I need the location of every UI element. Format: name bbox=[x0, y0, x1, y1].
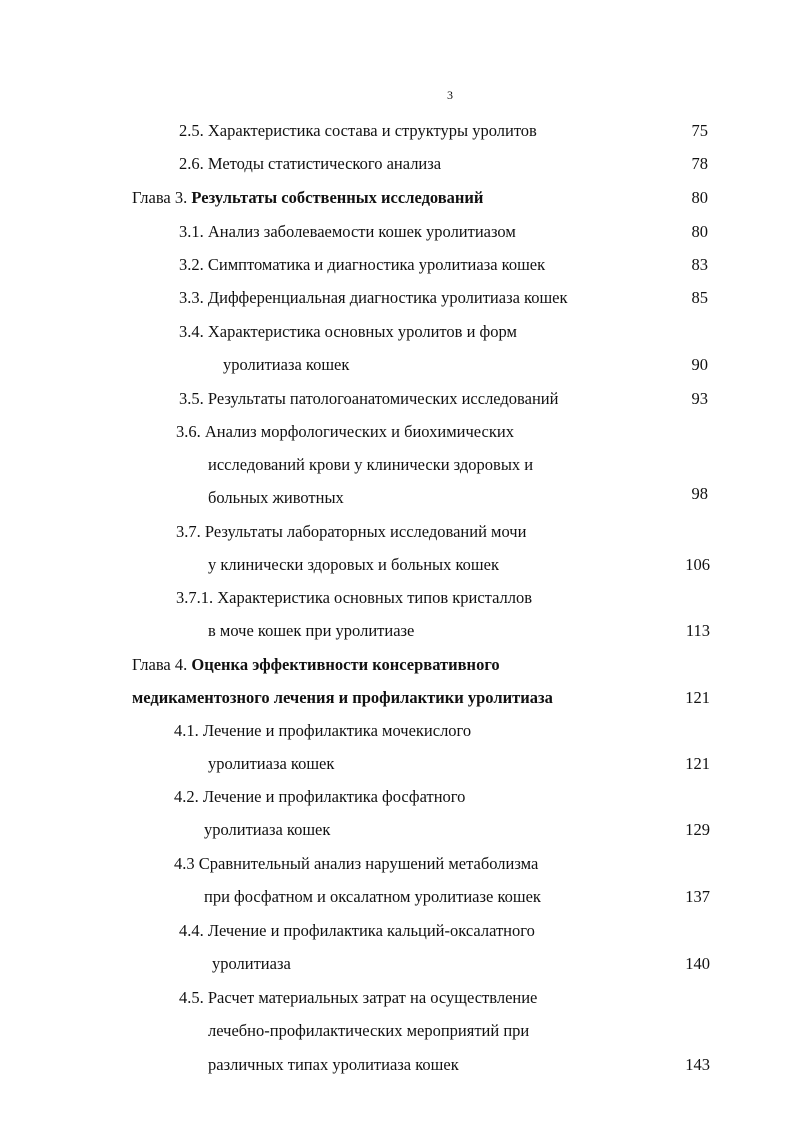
toc-page-chapter-3: 80 bbox=[691, 188, 708, 207]
toc-page-3-3: 85 bbox=[691, 288, 708, 307]
toc-page-3-7-1: 113 bbox=[685, 621, 710, 640]
toc-page-2-5: 75 bbox=[691, 121, 708, 140]
toc-entry-4-5-line-1: 4.5. Расчет материальных затрат на осуществление bbox=[179, 988, 538, 1007]
toc-page-4-4: 140 bbox=[685, 954, 710, 973]
toc-page-3-7: 106 bbox=[685, 555, 710, 574]
chapter-4-title-line-2: медикаментозного лечения и профилактики уролитиаза bbox=[132, 688, 553, 707]
toc-entry-4-3-line-1: 4.3 Сравнительный анализ нарушений метаболизма bbox=[174, 854, 539, 873]
toc-page-2-6: 78 bbox=[691, 154, 708, 173]
toc-entry-4-2-line-2: уролитиаза кошек bbox=[204, 820, 331, 839]
toc-entry-3-4-line-2: уролитиаза кошек bbox=[223, 355, 350, 374]
chapter-3-prefix: Глава 3. bbox=[132, 188, 192, 207]
toc-entry-3-7-1-line-2: в моче кошек при уролитиазе bbox=[208, 621, 415, 640]
toc-entry-4-3-line-2: при фосфатном и оксалатном уролитиазе кошек bbox=[204, 887, 541, 906]
toc-entry-3-6-line-1: 3.6. Анализ морфологических и биохимических bbox=[176, 422, 514, 441]
toc-entry-4-4-line-2: уролитиаза bbox=[212, 954, 291, 973]
toc-entry-3-6-line-3: больных животных bbox=[208, 488, 344, 507]
toc-entry-4-1-line-2: уролитиаза кошек bbox=[208, 754, 335, 773]
toc-entry-3-4-line-1: 3.4. Характеристика основных уролитов и форм bbox=[179, 322, 517, 341]
toc-entry-3-7-1-line-1: 3.7.1. Характеристика основных типов кристаллов bbox=[176, 588, 533, 607]
toc-page-3-4: 90 bbox=[691, 355, 708, 374]
toc-page-chapter-4: 121 bbox=[685, 688, 710, 707]
toc-entry-3-7-line-1: 3.7. Результаты лабораторных исследований мочи bbox=[176, 522, 527, 541]
toc-page-3-6: 98 bbox=[691, 484, 708, 503]
toc-entry-4-2-line-1: 4.2. Лечение и профилактика фосфатного bbox=[174, 787, 466, 806]
toc-chapter-4-line-2 bbox=[132, 688, 553, 708]
toc-entry-3-1: 3.1. Анализ заболеваемости кошек уролитиазом bbox=[179, 222, 516, 241]
toc-page-4-3: 137 bbox=[685, 887, 710, 906]
toc-chapter-3 bbox=[132, 188, 483, 208]
toc-entry-3-3: 3.3. Дифференциальная диагностика уролитиаза кошек bbox=[179, 288, 568, 307]
chapter-4-title-line-1: Оценка эффективности консервативного bbox=[191, 655, 500, 674]
toc-page-4-5: 143 bbox=[685, 1055, 710, 1074]
toc-page-3-5: 93 bbox=[691, 389, 708, 408]
toc-page-3-1: 80 bbox=[691, 222, 708, 241]
toc-page-4-1: 121 bbox=[685, 754, 710, 773]
page-number: 3 bbox=[447, 88, 453, 102]
toc-entry-2-5: 2.5. Характеристика состава и структуры уролитов bbox=[179, 121, 537, 140]
toc-entry-3-7-line-2: у клинически здоровых и больных кошек bbox=[208, 555, 499, 574]
toc-chapter-4-line-1 bbox=[132, 655, 500, 675]
toc-entry-4-5-line-3: различных типах уролитиаза кошек bbox=[208, 1055, 459, 1074]
chapter-4-prefix: Глава 4. bbox=[132, 655, 192, 674]
toc-entry-4-5-line-2: лечебно-профилактических мероприятий при bbox=[208, 1021, 530, 1040]
toc-entry-3-6-line-2: исследований крови у клинически здоровых и bbox=[208, 455, 534, 474]
toc-entry-3-2: 3.2. Симптоматика и диагностика уролитиаза кошек bbox=[179, 255, 546, 274]
toc-entry-4-1-line-1: 4.1. Лечение и профилактика мочекислого bbox=[174, 721, 472, 740]
toc-page-3-2: 83 bbox=[691, 255, 708, 274]
toc-entry-4-4-line-1: 4.4. Лечение и профилактика кальций-оксалатного bbox=[179, 921, 535, 940]
chapter-3-title: Результаты собственных исследований bbox=[191, 188, 484, 207]
toc-entry-2-6: 2.6. Методы статистического анализа bbox=[179, 154, 442, 173]
toc-page-4-2: 129 bbox=[685, 820, 710, 839]
toc-entry-3-5: 3.5. Результаты патологоанатомических исследований bbox=[179, 389, 559, 408]
